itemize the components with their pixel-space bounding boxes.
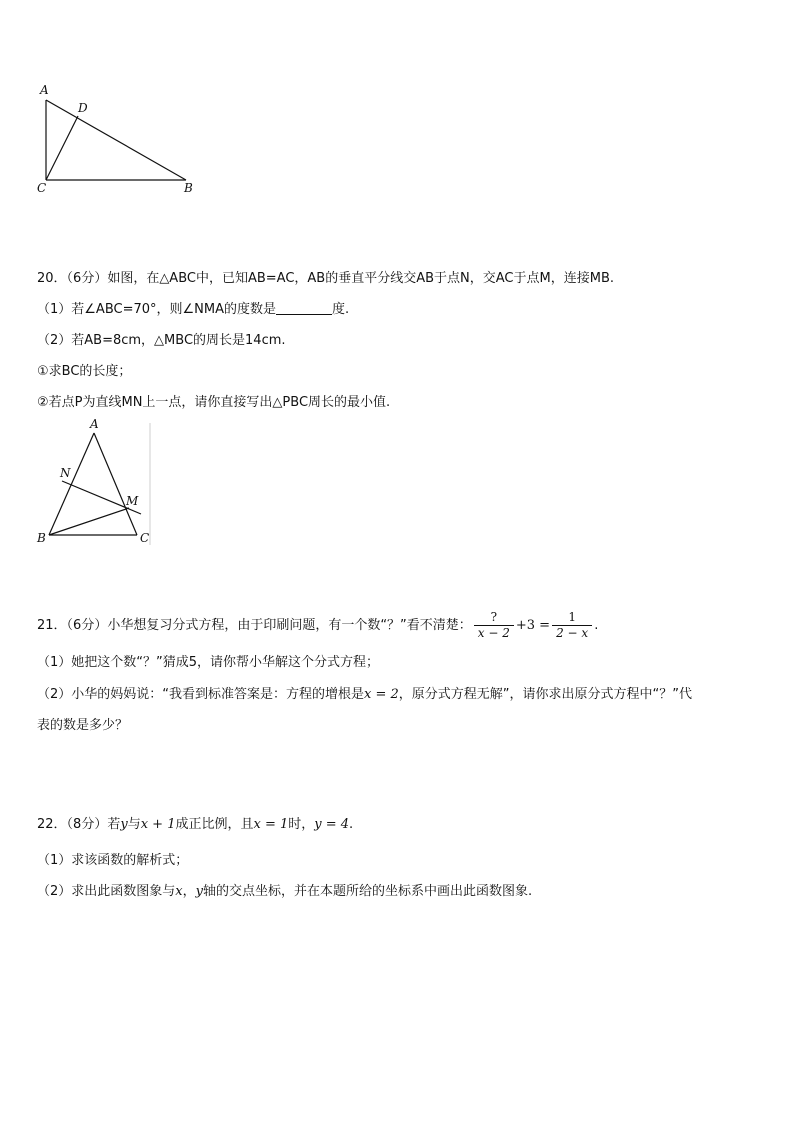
fraction-one-over-2-minus-x (552, 610, 592, 641)
q22-var-y: y (120, 817, 128, 832)
q21-stem-text: 21．（6分）小华想复习分式方程，由于印刷问题，有一个数“？”看不清楚： (37, 618, 472, 633)
q22-text: . (349, 817, 354, 832)
q20-part1-text: （1）若∠ABC=70°，则∠NMA的度数是 (37, 302, 277, 317)
q21-part2-math: x = 2 (364, 687, 399, 702)
q20-stem: 20．（6分）如图，在△ABC中，已知AB=AC，AB的垂直平分线交AB于点N，交AC于点M，连接MB. (37, 271, 614, 286)
label-c: C (140, 531, 150, 545)
q20-part2b: ②若点P为直线MN上一点，请你直接写出△PBC周长的最小值. (37, 395, 391, 410)
fraction-denominator: 2 − x (556, 626, 589, 640)
q22-part2 (37, 883, 532, 901)
fraction-denominator: x − 2 (477, 626, 510, 640)
label-b: B (184, 181, 193, 195)
q22-stem-prefix: 22．（8分）若 (37, 817, 121, 832)
figure-triangle-acb (30, 80, 210, 200)
q20-part1 (37, 301, 349, 319)
label-d: D (78, 101, 88, 115)
label-b: B (37, 531, 46, 545)
q21-part2-line2: 表的数是多少？ (37, 718, 129, 733)
q22-condition: x = 1 (253, 817, 289, 832)
q21-part1: （1）她把这个数“？”猜成5，请你帮小华解这个分式方程； (37, 655, 380, 670)
label-n: N (60, 466, 71, 480)
q22-part1: （1）求该函数的解析式； (37, 853, 189, 868)
q22-stem (37, 816, 353, 834)
fraction-numerator: 1 (552, 610, 592, 626)
label-a: A (40, 83, 49, 97)
fraction-unknown-over-x-minus-2 (474, 610, 514, 641)
answer-blank (276, 301, 332, 315)
segment-ab (49, 433, 94, 535)
q21-stem-end: . (594, 618, 599, 633)
q22-text: 时， (288, 817, 315, 832)
label-c: C (37, 181, 47, 195)
q22-part2-text: ， (182, 884, 196, 899)
segment-mb (49, 508, 129, 535)
q20-part2a: ①求BC的长度； (37, 364, 132, 379)
label-m: M (126, 494, 139, 508)
figure-triangle-abc (32, 415, 162, 550)
q21-part2-text: （2）小华的妈妈说：“我看到标准答案是：方程的增根是 (37, 687, 365, 702)
q20-part2: （2）若AB=8cm，△MBC的周长是14cm. (37, 333, 286, 348)
q22-axis-y: y (195, 884, 203, 899)
q22-text: 与 (127, 817, 141, 832)
q22-expr: x + 1 (140, 817, 176, 832)
q21-stem (37, 608, 598, 644)
q22-value: y = 4 (314, 817, 350, 832)
q22-part2-text: 轴的交点坐标，并在本题所给的坐标系中画出此函数图象. (203, 884, 533, 899)
q21-part2-text-end: ，原分式方程无解”，请你求出原分式方程中“？”代 (398, 687, 692, 702)
fraction-numerator: ? (474, 610, 514, 626)
q22-text: 成正比例，且 (175, 817, 254, 832)
segment-ac (94, 433, 137, 535)
plus-three-equals: +3 = (515, 618, 551, 633)
q22-part2-text: （2）求出此函数图象与 (37, 884, 176, 899)
segment-ab (46, 100, 186, 180)
segment-cd (46, 116, 78, 180)
label-a: A (90, 417, 99, 431)
q22-axis-x: x (175, 884, 183, 899)
q20-part1-unit: 度. (332, 302, 350, 317)
q21-part2 (37, 686, 692, 704)
